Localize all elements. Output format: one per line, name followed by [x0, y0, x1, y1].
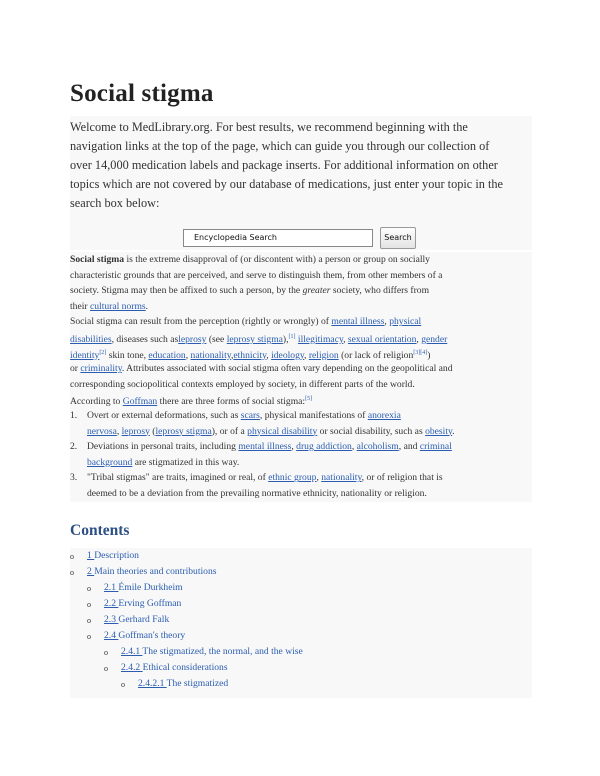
text: ,: [343, 333, 348, 345]
text: (: [149, 425, 156, 437]
text: ,: [384, 316, 390, 328]
link-physical-disability[interactable]: physical disability: [247, 425, 318, 437]
search-input[interactable]: Encyclopedia Search: [183, 229, 373, 247]
toc-label: The stigmatized, the normal, and the wise: [142, 646, 303, 657]
bullet-icon: o: [87, 600, 91, 609]
toc-number: 2.1: [104, 582, 119, 593]
text: ,: [291, 441, 297, 453]
toc-item-gerhard-falk[interactable]: [104, 612, 169, 628]
toc-number: 2.4: [104, 630, 119, 641]
text: ,: [266, 349, 272, 361]
article-line: [70, 346, 532, 362]
toc-item-the-stigmatized[interactable]: [138, 676, 228, 692]
article-line: [87, 470, 532, 486]
toc-label: Gerhard Falk: [118, 614, 170, 625]
toc-label: Goffman's theory: [118, 630, 186, 641]
text: ), or of a: [211, 425, 248, 437]
citation-ref[interactable]: [2]: [99, 349, 107, 356]
text: Social stigma can result from the perception (rightly or wrongly) of: [70, 316, 332, 328]
text: their: [70, 300, 90, 312]
text: .: [452, 425, 455, 437]
link-nationality[interactable]: nationality: [321, 472, 362, 484]
link-education[interactable]: education: [148, 349, 186, 361]
text: ),: [282, 333, 289, 345]
link-cultural-norms[interactable]: cultural norms: [89, 300, 146, 312]
article-line: [87, 439, 532, 455]
article-line: [70, 361, 532, 377]
link-ethnicity[interactable]: ethnicity: [233, 349, 267, 361]
text: According to: [70, 396, 123, 408]
text: , physical manifestations of: [259, 409, 368, 421]
text: are stigmatized in this way.: [132, 456, 240, 468]
emphasis: greater: [302, 285, 331, 297]
text: ,: [316, 472, 322, 484]
toc-item-ethical-considerations[interactable]: [121, 660, 228, 676]
bullet-icon: o: [104, 664, 108, 673]
welcome-line: search box below:: [70, 196, 160, 210]
citation-ref[interactable]: [5]: [305, 396, 313, 403]
toc-item-erving-goffman[interactable]: [104, 596, 181, 612]
text: skin tone,: [106, 349, 149, 361]
toc-item-description[interactable]: [87, 548, 139, 564]
link-criminal-background[interactable]: criminal: [419, 441, 452, 453]
link-goffman[interactable]: Goffman: [122, 396, 158, 408]
link-ethnic-group[interactable]: ethnic group: [268, 472, 317, 484]
welcome-line: topics which are not covered by our database of medications, just enter your topic in the: [70, 177, 503, 191]
article-line: [70, 299, 532, 315]
toc-number: 1: [87, 550, 95, 561]
text: "Tribal stigmas" are traits, imagined or real, of: [87, 472, 269, 484]
text: .: [145, 300, 149, 312]
link-religion[interactable]: religion: [308, 349, 339, 361]
article-line: characteristic grounds that are perceived, and serve to distinguish them, from other members of a: [70, 269, 443, 281]
text: , diseases such as: [111, 333, 179, 345]
text: ,: [116, 425, 122, 437]
table-of-contents: [70, 548, 532, 698]
search-button[interactable]: Search: [380, 227, 416, 249]
toc-label: Émile Durkheim: [118, 582, 183, 593]
bullet-icon: o: [104, 648, 108, 657]
text: ): [427, 349, 431, 361]
toc-item-stigmatized-normal-wise[interactable]: [121, 644, 303, 660]
welcome-line: Welcome to MedLibrary.org. For best results, we recommend beginning with the: [70, 120, 468, 134]
link-obesity[interactable]: obesity: [425, 425, 453, 437]
link-gender-identity[interactable]: gender: [421, 333, 448, 345]
article-line: [70, 283, 532, 299]
article-line: [87, 455, 532, 471]
link-ideology[interactable]: ideology: [271, 349, 305, 361]
bullet-icon: o: [87, 616, 91, 625]
list-item: [70, 470, 532, 501]
link-physical-disabilities[interactable]: physical: [389, 316, 422, 328]
link-leprosy[interactable]: leprosy: [121, 425, 150, 437]
citation-ref[interactable]: [1]: [288, 333, 296, 340]
list-number: 1.: [70, 409, 78, 421]
toc-number: 2: [87, 566, 95, 577]
list-item: [70, 439, 532, 470]
article-line: [87, 408, 532, 424]
welcome-line: navigation links at the top of the page, which can guide you through our collection of: [70, 139, 490, 153]
toc-label: The stigmatized: [166, 678, 229, 689]
text: (see: [206, 333, 227, 345]
link-criminality[interactable]: criminality: [80, 363, 122, 375]
bullet-icon: o: [87, 632, 91, 641]
link-drug-addiction[interactable]: drug addiction: [296, 441, 352, 453]
link-anorexia-nervosa[interactable]: nervosa: [87, 425, 117, 437]
article-line: corresponding sociopolitical contexts employed by society, in different parts of the world.: [70, 378, 415, 390]
text: (or lack of religion: [338, 349, 414, 361]
link-mental-illness[interactable]: mental illness: [331, 316, 385, 328]
term-bold: Social stigma: [70, 254, 125, 265]
link-criminal-background[interactable]: background: [87, 456, 133, 468]
article-line: deemed to be a deviation from the prevailing normative ethnicity, nationality or religion.: [87, 487, 427, 499]
text: Deviations in personal traits, including: [87, 441, 239, 453]
citation-ref[interactable]: [3][4]: [413, 349, 428, 356]
toc-number: 2.4.2.1: [138, 678, 167, 689]
link-physical-disabilities[interactable]: disabilities: [70, 333, 112, 345]
text: ,: [185, 349, 191, 361]
toc-number: 2.3: [104, 614, 119, 625]
welcome-line: over 14,000 medication labels and package inserts. For additional information on other: [70, 158, 498, 172]
page-title: Social stigma: [70, 80, 214, 107]
text: ,: [304, 349, 309, 361]
toc-label: Ethical considerations: [142, 662, 228, 673]
toc-label: Erving Goffman: [118, 598, 182, 609]
link-leprosy[interactable]: leprosy: [178, 333, 207, 345]
link-sexual-orientation[interactable]: sexual orientation: [347, 333, 417, 345]
text: there are three forms of social stigma:: [157, 396, 306, 408]
text: , or of religion that is: [361, 472, 443, 484]
article-line: [70, 392, 532, 408]
text: is the extreme disapproval of (or discontent with) a person or group on socially: [124, 254, 430, 265]
article-line: [70, 330, 532, 346]
text: ,: [416, 333, 422, 345]
link-alcoholism[interactable]: alcoholism: [356, 441, 399, 453]
link-illegitimacy[interactable]: illegitimacy: [297, 333, 344, 345]
bullet-icon: o: [70, 568, 74, 577]
text: or: [70, 363, 81, 375]
link-anorexia-nervosa[interactable]: anorexia: [367, 409, 401, 421]
toc-item-durkheim[interactable]: [104, 580, 183, 596]
text: ,: [230, 349, 234, 361]
toc-item-goffmans-theory[interactable]: [104, 628, 185, 644]
link-leprosy-stigma[interactable]: leprosy stigma: [226, 333, 283, 345]
toc-number: 2.4.1: [121, 646, 143, 657]
link-mental-illness[interactable]: mental illness: [238, 441, 292, 453]
list-number: 3.: [70, 472, 78, 484]
bullet-icon: o: [87, 584, 91, 593]
article-line: [70, 252, 532, 268]
toc-label: Description: [94, 550, 139, 561]
link-nationality[interactable]: nationality: [190, 349, 231, 361]
toc-label: Main theories and contributions: [94, 566, 217, 577]
bullet-icon: o: [70, 552, 74, 561]
link-gender-identity[interactable]: identity: [70, 349, 100, 361]
text: society, who differs from: [330, 285, 430, 297]
article-line: [70, 314, 532, 330]
text: , and: [398, 441, 420, 453]
list-item: [70, 408, 532, 439]
text: ,: [351, 441, 357, 453]
text: society. Stigma may then be affixed to such a person, by the: [70, 285, 303, 297]
article-line: [87, 424, 532, 440]
text: Overt or external deformations, such as: [87, 409, 241, 421]
link-scars[interactable]: scars: [240, 409, 260, 421]
text: or social disability, such as: [317, 425, 426, 437]
toc-number: 2.2: [104, 598, 119, 609]
link-leprosy-stigma[interactable]: leprosy stigma: [155, 425, 212, 437]
article-body: [70, 252, 532, 502]
text: . Attributes associated with social stigma often vary depending on the geopolitical and: [121, 363, 453, 375]
toc-item-main-theories[interactable]: [87, 564, 217, 580]
list-number: 2.: [70, 441, 78, 453]
bullet-icon: o: [121, 680, 125, 689]
contents-heading: Contents: [70, 522, 130, 539]
toc-number: 2.4.2: [121, 662, 143, 673]
